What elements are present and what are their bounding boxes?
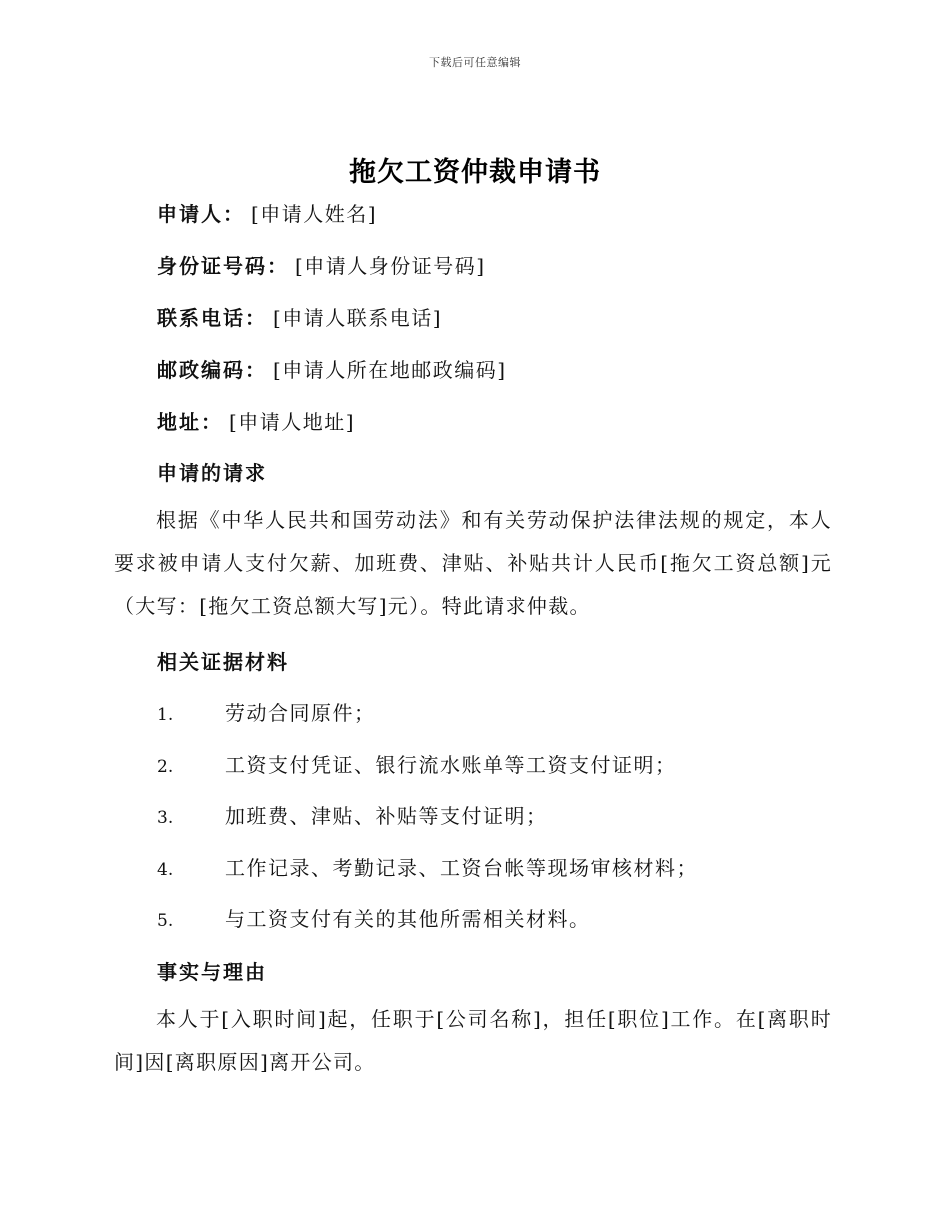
postal-code-field [157, 354, 507, 383]
list-item-text: 加班费、津贴、补贴等支付证明； [225, 804, 548, 828]
list-item-number: 2. [157, 757, 174, 777]
address-field [157, 406, 355, 435]
list-item-number: 3. [157, 808, 174, 828]
id-number-field [157, 250, 486, 279]
evidence-heading: 相关证据材料 [157, 650, 289, 674]
id-number-label: 身份证号码： [157, 254, 289, 278]
list-item-number: 1. [157, 705, 174, 725]
list-item-text: 与工资支付有关的其他所需相关材料。 [225, 907, 591, 931]
facts-heading: 事实与理由 [157, 960, 267, 984]
page-header-note: 下载后可任意编辑 [429, 56, 521, 69]
postal-code-label: 邮政编码： [157, 358, 267, 382]
list-item [157, 697, 376, 726]
postal-code-value: [申请人所在地邮政编码] [273, 358, 507, 382]
applicant-name-field [157, 198, 377, 227]
phone-value: [申请人联系电话] [273, 306, 443, 330]
phone-label: 联系电话： [157, 306, 267, 330]
facts-paragraph: 本人于[入职时间]起，任职于[公司名称]，担任[职位]工作。在[离职时间]因[离职原因]离开公司。 [114, 1007, 832, 1074]
list-item-text: 工作记录、考勤记录、工资台帐等现场审核材料； [225, 856, 698, 880]
claims-heading: 申请的请求 [157, 461, 267, 485]
phone-field [157, 302, 442, 331]
list-item-number: 4. [157, 860, 174, 880]
address-label: 地址： [157, 410, 223, 434]
list-item [157, 749, 677, 778]
address-value: [申请人地址] [229, 410, 356, 434]
list-item-text: 劳动合同原件； [225, 701, 376, 725]
claims-paragraph: 根据《中华人民共和国劳动法》和有关劳动保护法律法规的规定，本人要求被申请人支付欠薪、加班费、津贴、补贴共计人民币[拖欠工资总额]元（大写：[拖欠工资总额大写]元）。特此请求仲裁。 [114, 508, 832, 618]
list-item [157, 903, 591, 932]
list-item-text: 工资支付凭证、银行流水账单等工资支付证明； [225, 753, 677, 777]
applicant-name-label: 申请人： [157, 202, 245, 226]
list-item [157, 800, 548, 829]
document-title: 拖欠工资仲裁申请书 [349, 157, 601, 188]
list-item [157, 852, 698, 881]
id-number-value: [申请人身份证号码] [295, 254, 486, 278]
applicant-name-value: [申请人姓名] [251, 202, 378, 226]
list-item-number: 5. [157, 911, 174, 931]
